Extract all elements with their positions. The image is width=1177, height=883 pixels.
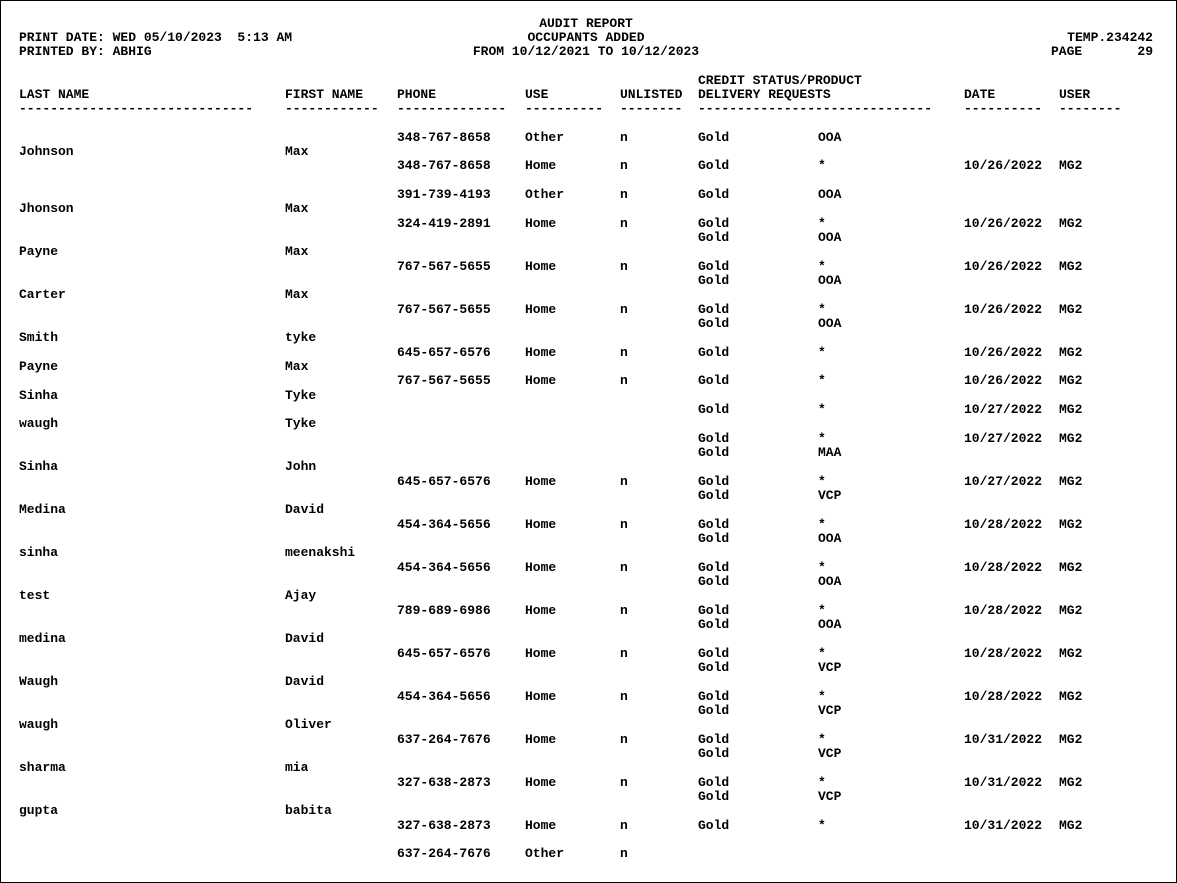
use-cell: Home [525, 216, 557, 231]
date-cell: 10/27/2022 [964, 474, 1043, 489]
first-name-cell: David [285, 631, 325, 646]
unlisted-cell: n [620, 603, 628, 618]
last-name-cell: Payne [19, 244, 59, 259]
underline-user: -------- [1059, 101, 1122, 116]
delivery-request-cell: OOA [818, 316, 842, 331]
unlisted-cell: n [620, 474, 628, 489]
use-cell: Other [525, 130, 565, 145]
date-cell: 10/28/2022 [964, 560, 1043, 575]
credit-status-cell: Gold [698, 746, 730, 761]
user-cell: MG2 [1059, 775, 1083, 790]
unlisted-cell: n [620, 216, 628, 231]
unlisted-cell: n [620, 846, 628, 861]
delivery-request-cell: * [818, 818, 826, 833]
last-name-cell: waugh [19, 717, 59, 732]
date-cell: 10/26/2022 [964, 373, 1043, 388]
credit-status-cell: Gold [698, 789, 730, 804]
delivery-request-cell: MAA [818, 445, 842, 460]
first-name-cell: David [285, 674, 325, 689]
last-name-cell: Sinha [19, 388, 59, 403]
unlisted-cell: n [620, 775, 628, 790]
phone-cell: 637-264-7676 [397, 732, 491, 747]
last-name-cell: sinha [19, 545, 59, 560]
use-cell: Home [525, 259, 557, 274]
user-cell: MG2 [1059, 646, 1083, 661]
unlisted-cell: n [620, 259, 628, 274]
delivery-request-cell: VCP [818, 703, 842, 718]
phone-cell: 348-767-8658 [397, 158, 491, 173]
user-cell: MG2 [1059, 402, 1083, 417]
unlisted-cell: n [620, 689, 628, 704]
credit-status-cell: Gold [698, 158, 730, 173]
last-name-cell: Payne [19, 359, 59, 374]
user-cell: MG2 [1059, 818, 1083, 833]
use-cell: Home [525, 603, 557, 618]
delivery-request-cell: VCP [818, 789, 842, 804]
credit-status-cell: Gold [698, 130, 730, 145]
delivery-request-cell: VCP [818, 488, 842, 503]
delivery-request-cell: OOA [818, 531, 842, 546]
unlisted-cell: n [620, 158, 628, 173]
delivery-request-cell: * [818, 560, 826, 575]
report-title: AUDIT REPORT [539, 16, 633, 31]
date-cell: 10/31/2022 [964, 775, 1043, 790]
unlisted-cell: n [620, 517, 628, 532]
user-cell: MG2 [1059, 732, 1083, 747]
underline-date: ---------- [964, 101, 1043, 116]
credit-status-cell: Gold [698, 703, 730, 718]
last-name-cell: Medina [19, 502, 66, 517]
first-name-cell: Ajay [285, 588, 317, 603]
page-number: 29 [1137, 44, 1153, 59]
user-cell: MG2 [1059, 345, 1083, 360]
phone-cell: 454-364-5656 [397, 689, 491, 704]
date-cell: 10/28/2022 [964, 517, 1043, 532]
date-cell: 10/26/2022 [964, 158, 1043, 173]
date-cell: 10/26/2022 [964, 259, 1043, 274]
date-cell: 10/31/2022 [964, 818, 1043, 833]
date-cell: 10/28/2022 [964, 689, 1043, 704]
last-name-cell: Smith [19, 330, 59, 345]
report-subtitle: OCCUPANTS ADDED [527, 30, 645, 45]
last-name-cell: gupta [19, 803, 59, 818]
use-cell: Home [525, 560, 557, 575]
user-cell: MG2 [1059, 689, 1083, 704]
date-cell: 10/26/2022 [964, 345, 1043, 360]
phone-cell: 789-689-6986 [397, 603, 491, 618]
credit-status-cell: Gold [698, 402, 730, 417]
first-name-cell: Oliver [285, 717, 332, 732]
user-cell: MG2 [1059, 603, 1083, 618]
col-unlisted: UNLISTED [620, 87, 683, 102]
underline-use: ---------- [525, 101, 604, 116]
credit-status-cell: Gold [698, 660, 730, 675]
phone-cell: 645-657-6576 [397, 345, 491, 360]
delivery-request-cell: * [818, 732, 826, 747]
unlisted-cell: n [620, 187, 628, 202]
credit-status-cell: Gold [698, 560, 730, 575]
delivery-request-cell: * [818, 474, 826, 489]
unlisted-cell: n [620, 732, 628, 747]
first-name-cell: John [285, 459, 317, 474]
delivery-request-cell: * [818, 302, 826, 317]
date-cell: 10/28/2022 [964, 646, 1043, 661]
date-cell: 10/27/2022 [964, 431, 1043, 446]
unlisted-cell: n [620, 302, 628, 317]
unlisted-cell: n [620, 373, 628, 388]
credit-status-cell: Gold [698, 775, 730, 790]
use-cell: Other [525, 846, 565, 861]
last-name-cell: test [19, 588, 51, 603]
first-name-cell: Max [285, 359, 309, 374]
use-cell: Home [525, 689, 557, 704]
last-name-cell: Johnson [19, 144, 74, 159]
use-cell: Home [525, 775, 557, 790]
user-cell: MG2 [1059, 373, 1083, 388]
delivery-request-cell: * [818, 646, 826, 661]
credit-status-cell: Gold [698, 617, 730, 632]
phone-cell: 324-419-2891 [397, 216, 491, 231]
use-cell: Home [525, 818, 557, 833]
last-name-cell: Waugh [19, 674, 59, 689]
printed-by: PRINTED BY: ABHIG [19, 44, 152, 59]
credit-status-cell: Gold [698, 216, 730, 231]
delivery-request-cell: * [818, 517, 826, 532]
unlisted-cell: n [620, 646, 628, 661]
first-name-cell: meenakshi [285, 545, 356, 560]
phone-cell: 645-657-6576 [397, 646, 491, 661]
first-name-cell: babita [285, 803, 332, 818]
use-cell: Home [525, 517, 557, 532]
underline-credit: ------------------------------ [698, 101, 933, 116]
first-name-cell: tyke [285, 330, 317, 345]
user-cell: MG2 [1059, 517, 1083, 532]
credit-status-cell: Gold [698, 273, 730, 288]
date-cell: 10/31/2022 [964, 732, 1043, 747]
credit-status-cell: Gold [698, 474, 730, 489]
delivery-request-cell: * [818, 431, 826, 446]
phone-cell: 767-567-5655 [397, 259, 491, 274]
page-label: PAGE [1051, 44, 1083, 59]
phone-cell: 645-657-6576 [397, 474, 491, 489]
last-name-cell: Sinha [19, 459, 59, 474]
delivery-request-cell: * [818, 402, 826, 417]
phone-cell: 454-364-5656 [397, 560, 491, 575]
credit-status-cell: Gold [698, 646, 730, 661]
delivery-request-cell: * [818, 216, 826, 231]
user-cell: MG2 [1059, 158, 1083, 173]
credit-status-cell: Gold [698, 818, 730, 833]
first-name-cell: Max [285, 144, 309, 159]
col-use: USE [525, 87, 549, 102]
first-name-cell: mia [285, 760, 309, 775]
credit-status-cell: Gold [698, 259, 730, 274]
phone-cell: 767-567-5655 [397, 302, 491, 317]
use-cell: Other [525, 187, 565, 202]
col-phone: PHONE [397, 87, 437, 102]
use-cell: Home [525, 646, 557, 661]
use-cell: Home [525, 302, 557, 317]
first-name-cell: David [285, 502, 325, 517]
first-name-cell: Max [285, 201, 309, 216]
phone-cell: 767-567-5655 [397, 373, 491, 388]
first-name-cell: Max [285, 287, 309, 302]
credit-status-cell: Gold [698, 531, 730, 546]
credit-status-cell: Gold [698, 373, 730, 388]
delivery-request-cell: OOA [818, 187, 842, 202]
last-name-cell: Jhonson [19, 201, 74, 216]
phone-cell: 327-638-2873 [397, 818, 491, 833]
col-date: DATE [964, 87, 996, 102]
underline-phone: -------------- [397, 101, 507, 116]
delivery-request-cell: * [818, 345, 826, 360]
use-cell: Home [525, 474, 557, 489]
delivery-request-cell: OOA [818, 130, 842, 145]
credit-status-cell: Gold [698, 488, 730, 503]
unlisted-cell: n [620, 345, 628, 360]
use-cell: Home [525, 345, 557, 360]
user-cell: MG2 [1059, 431, 1083, 446]
last-name-cell: medina [19, 631, 66, 646]
user-cell: MG2 [1059, 259, 1083, 274]
credit-status-cell: Gold [698, 574, 730, 589]
credit-status-cell: Gold [698, 345, 730, 360]
user-cell: MG2 [1059, 216, 1083, 231]
delivery-request-cell: OOA [818, 574, 842, 589]
delivery-request-cell: * [818, 158, 826, 173]
first-name-cell: Tyke [285, 388, 317, 403]
delivery-request-cell: VCP [818, 746, 842, 761]
first-name-cell: Tyke [285, 416, 317, 431]
user-cell: MG2 [1059, 474, 1083, 489]
use-cell: Home [525, 732, 557, 747]
credit-status-cell: Gold [698, 689, 730, 704]
unlisted-cell: n [620, 130, 628, 145]
delivery-request-cell: * [818, 373, 826, 388]
delivery-request-cell: * [818, 259, 826, 274]
phone-cell: 391-739-4193 [397, 187, 491, 202]
use-cell: Home [525, 158, 557, 173]
last-name-cell: sharma [19, 760, 66, 775]
user-cell: MG2 [1059, 560, 1083, 575]
col-credit-status-line2: DELIVERY REQUESTS [698, 87, 831, 102]
underline-first-name: ------------ [285, 101, 379, 116]
col-user: USER [1059, 87, 1091, 102]
user-cell: MG2 [1059, 302, 1083, 317]
delivery-request-cell: * [818, 603, 826, 618]
col-credit-status-line1: CREDIT STATUS/PRODUCT [698, 73, 862, 88]
unlisted-cell: n [620, 560, 628, 575]
credit-status-cell: Gold [698, 431, 730, 446]
delivery-request-cell: * [818, 775, 826, 790]
phone-cell: 348-767-8658 [397, 130, 491, 145]
use-cell: Home [525, 373, 557, 388]
credit-status-cell: Gold [698, 445, 730, 460]
delivery-request-cell: VCP [818, 660, 842, 675]
credit-status-cell: Gold [698, 603, 730, 618]
credit-status-cell: Gold [698, 732, 730, 747]
report-date-range: FROM 10/12/2021 TO 10/12/2023 [472, 44, 700, 59]
credit-status-cell: Gold [698, 230, 730, 245]
credit-status-cell: Gold [698, 316, 730, 331]
first-name-cell: Max [285, 244, 309, 259]
phone-cell: 637-264-7676 [397, 846, 491, 861]
credit-status-cell: Gold [698, 187, 730, 202]
phone-cell: 454-364-5656 [397, 517, 491, 532]
col-last-name: LAST NAME [19, 87, 90, 102]
delivery-request-cell: OOA [818, 273, 842, 288]
last-name-cell: Carter [19, 287, 66, 302]
credit-status-cell: Gold [698, 517, 730, 532]
underline-unlisted: -------- [620, 101, 683, 116]
col-first-name: FIRST NAME [285, 87, 364, 102]
delivery-request-cell: OOA [818, 230, 842, 245]
credit-status-cell: Gold [698, 302, 730, 317]
print-date: PRINT DATE: WED 05/10/2023 5:13 AM [19, 30, 293, 45]
last-name-cell: waugh [19, 416, 59, 431]
phone-cell: 327-638-2873 [397, 775, 491, 790]
underline-last-name: ------------------------------ [19, 101, 254, 116]
date-cell: 10/27/2022 [964, 402, 1043, 417]
date-cell: 10/28/2022 [964, 603, 1043, 618]
report-id: TEMP.234242 [1067, 30, 1153, 45]
date-cell: 10/26/2022 [964, 216, 1043, 231]
date-cell: 10/26/2022 [964, 302, 1043, 317]
delivery-request-cell: * [818, 689, 826, 704]
delivery-request-cell: OOA [818, 617, 842, 632]
unlisted-cell: n [620, 818, 628, 833]
